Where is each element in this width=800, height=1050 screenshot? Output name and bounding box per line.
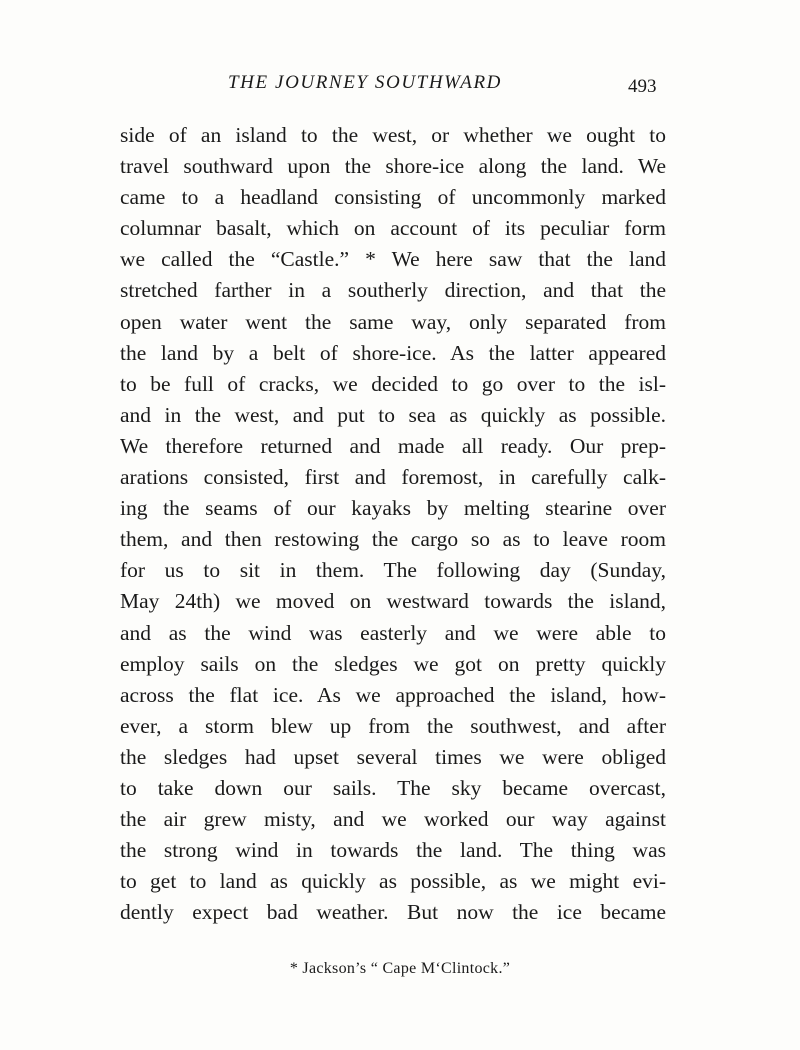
text-line: and in the west, and put to sea as quickly as possible. <box>120 402 666 427</box>
page-number: 493 <box>628 76 657 97</box>
text-line: and as the wind was easterly and we were able to <box>120 620 666 645</box>
text-line: came to a headland consisting of uncommonly marked <box>120 185 666 210</box>
text-line: arations consisted, first and foremost, in carefully calk- <box>120 465 666 490</box>
text-line: side of an island to the west, or whether we ought to <box>120 123 666 147</box>
text-line: ing the seams of our kayaks by melting stearine over <box>120 496 666 521</box>
text-line: We therefore returned and made all ready. Our prep- <box>120 433 666 458</box>
text-line: ever, a storm blew up from the southwest, and after <box>120 713 666 738</box>
text-line: the air grew misty, and we worked our way against <box>120 807 666 832</box>
text-line: the strong wind in towards the land. The thing was <box>120 838 666 863</box>
text-line: for us to sit in them. The following day (Sunday, <box>120 558 666 583</box>
text-line: the sledges had upset several times we were obliged <box>120 744 666 769</box>
text-line: travel southward upon the shore-ice along the land. We <box>120 154 666 179</box>
text-line: them, and then restowing the cargo so as to leave room <box>120 527 666 552</box>
text-line: dently expect bad weather. But now the ice became <box>120 900 666 925</box>
text-line: across the flat ice. As we approached the island, how- <box>120 682 666 707</box>
text-line: we called the “Castle.” * We here saw that the land <box>120 247 666 272</box>
body-text <box>120 120 666 928</box>
running-head <box>0 72 800 102</box>
text-line: columnar basalt, which on account of its peculiar form <box>120 216 666 241</box>
text-line: to get to land as quickly as possible, as we might evi- <box>120 869 666 894</box>
text-line: stretched farther in a southerly direction, and that the <box>120 278 666 303</box>
text-line: to take down our sails. The sky became overcast, <box>120 775 666 800</box>
footnote: * Jackson’s “ Cape M‘Clintock.” <box>289 960 511 977</box>
text-line: the land by a belt of shore-ice. As the latter appeared <box>120 340 666 365</box>
text-line: open water went the same way, only separated from <box>120 309 666 334</box>
running-title: THE JOURNEY SOUTHWARD <box>228 72 502 93</box>
text-line: May 24th) we moved on westward towards the island, <box>120 589 666 614</box>
text-line: to be full of cracks, we decided to go over to the isl- <box>120 371 666 396</box>
text-line: employ sails on the sledges we got on pretty quickly <box>120 651 666 676</box>
